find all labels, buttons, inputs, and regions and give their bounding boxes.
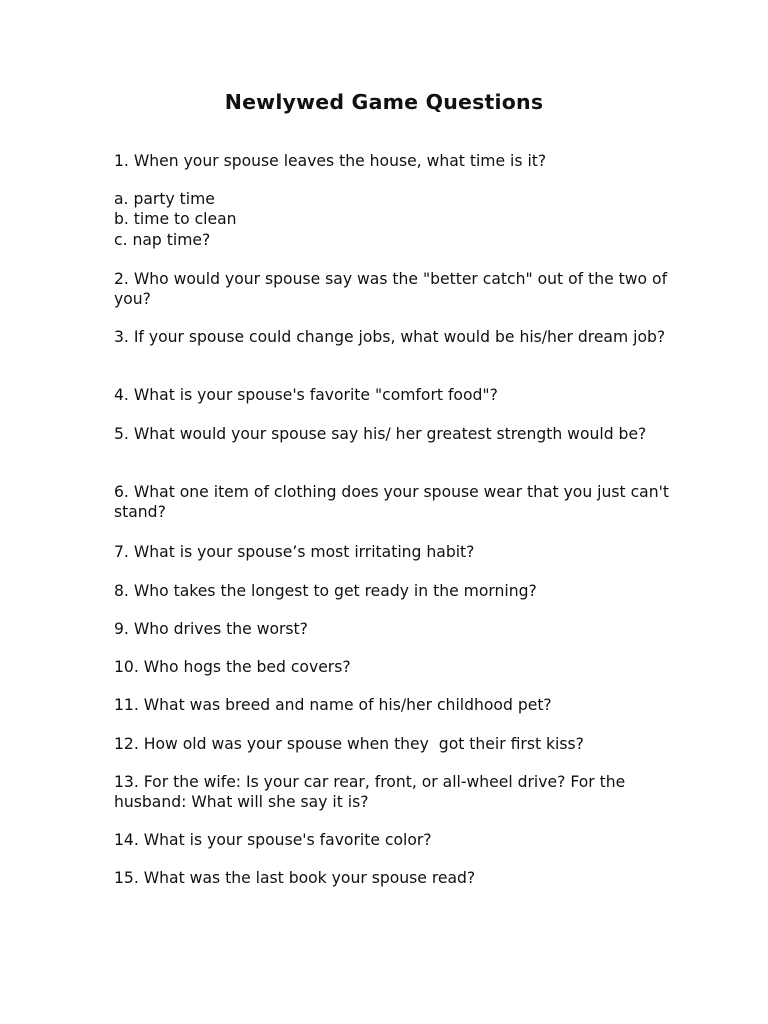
question-7: 7. What is your spouse’s most irritating habit? xyxy=(114,543,475,561)
question-15: 15. What was the last book your spouse read? xyxy=(114,869,476,887)
question-5: 5. What would your spouse say his/ her greatest strength would be? xyxy=(114,425,647,443)
question-13: 13. For the wife: Is your car rear, front, or all-wheel drive? For the husband: What will she say it is? xyxy=(114,773,631,811)
question-11: 11. What was breed and name of his/her childhood pet? xyxy=(114,696,552,714)
question-1-option-b: b. time to clean xyxy=(114,210,237,228)
question-10: 10. Who hogs the bed covers? xyxy=(114,658,351,676)
question-1-option-a: a. party time xyxy=(114,190,215,208)
question-1-option-c: c. nap time? xyxy=(114,231,211,249)
question-2: 2. Who would your spouse say was the "better catch" out of the two of you? xyxy=(114,270,673,308)
question-1: 1. When your spouse leaves the house, what time is it? xyxy=(114,152,547,170)
document-title: Newlywed Game Questions xyxy=(224,90,544,114)
question-8: 8. Who takes the longest to get ready in the morning? xyxy=(114,582,537,600)
question-3: 3. If your spouse could change jobs, what would be his/her dream job? xyxy=(114,328,666,346)
question-14: 14. What is your spouse's favorite color? xyxy=(114,831,432,849)
question-9: 9. Who drives the worst? xyxy=(114,620,308,638)
question-4: 4. What is your spouse's favorite "comfort food"? xyxy=(114,386,498,404)
question-6: 6. What one item of clothing does your spouse wear that you just can't stand? xyxy=(114,483,674,521)
question-12: 12. How old was your spouse when they got their first kiss? xyxy=(114,735,584,753)
